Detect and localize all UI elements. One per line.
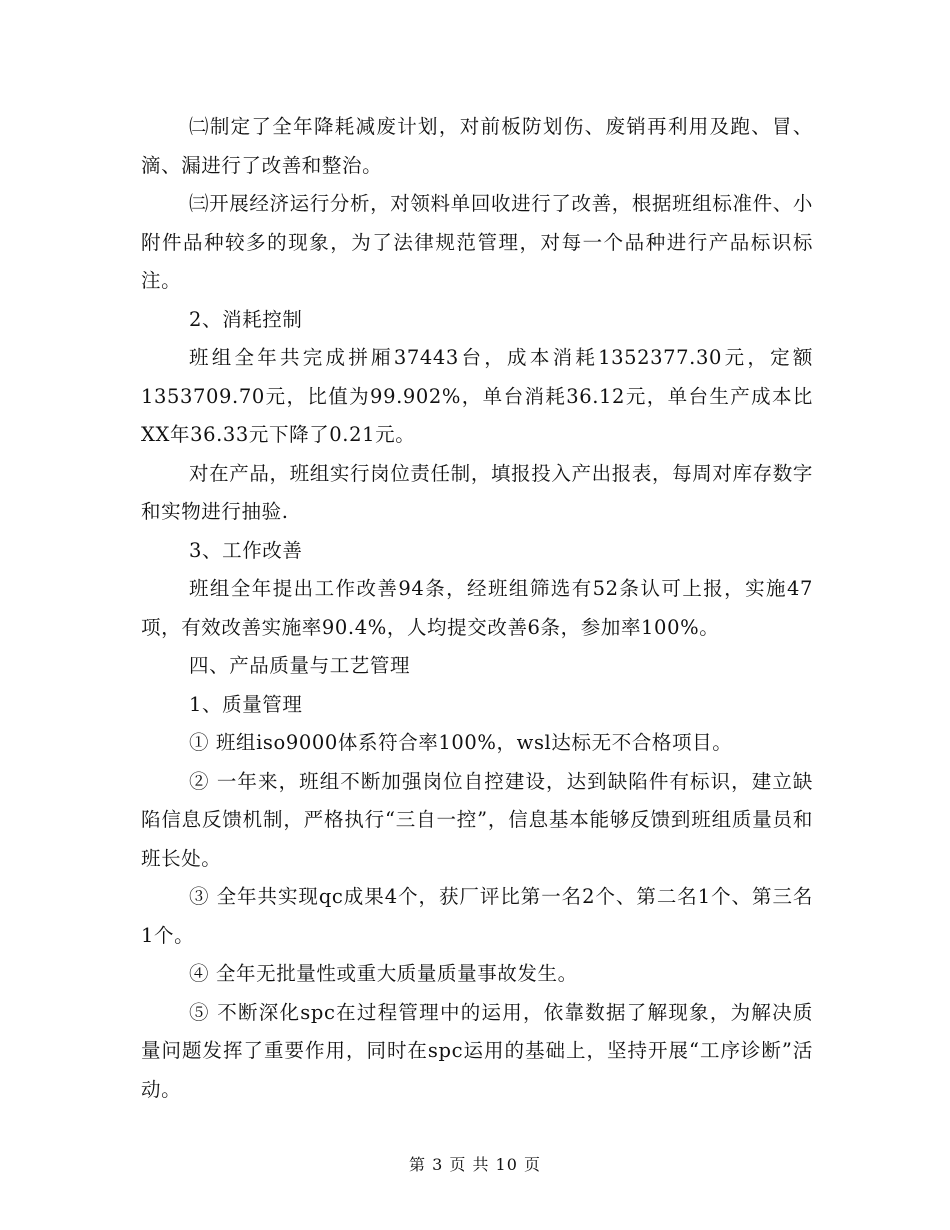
heading-consumption-control: 2、消耗控制	[189, 307, 303, 331]
paragraph-improvement-figures: 班组全年提出工作改善94条，经班组筛选有52条认可上报，实施47项，有效改善实施率90.4%，人均提交改善6条，参加率100%。	[141, 577, 813, 639]
document-body	[141, 108, 813, 1109]
list-item-qc-results: ③ 全年共实现qc成果4个，获厂评比第一名2个、第二名1个、第三名1个。	[141, 885, 813, 947]
paragraph-job-responsibility: 对在产品，班组实行岗位责任制，填报投入产出报表，每周对库存数字和实物进行抽验.	[141, 461, 813, 523]
heading-work-improvement: 3、工作改善	[189, 538, 303, 562]
paragraph-consumption-figures: 班组全年共完成拼厢37443台，成本消耗1352377.30元，定额1353709.70元，比值为99.902%，单台消耗36.12元，单台生产成本比XX年36.33元下降了0.21元。	[141, 346, 813, 446]
list-item-self-control: ② 一年来，班组不断加强岗位自控建设，达到缺陷件有标识，建立缺陷信息反馈机制，严格执行“三自一控”，信息基本能够反馈到班组质量员和班长处。	[141, 769, 813, 870]
page-number-footer: 第 3 页 共 10 页	[409, 1155, 541, 1174]
paragraph-waste-plan: ㈡制定了全年降耗减废计划，对前板防划伤、废销再利用及跑、冒、滴、漏进行了改善和整治。	[141, 115, 813, 177]
heading-quality-process: 四、产品质量与工艺管理	[189, 654, 411, 677]
paragraph-economic-analysis: ㈢开展经济运行分析，对领料单回收进行了改善，根据班组标准件、小附件品种较多的现象，为了法律规范管理，对每一个品种进行产品标识标注。	[141, 192, 813, 292]
list-item-iso9000: ① 班组iso9000体系符合率100%，wsl达标无不合格项目。	[189, 731, 733, 754]
list-item-spc: ⑤ 不断深化spc在过程管理中的运用，依靠数据了解现象，为解决质量问题发挥了重要作用，同时在spc运用的基础上，坚持开展“工序诊断”活动。	[141, 1000, 813, 1101]
list-item-no-accidents: ④ 全年无批量性或重大质量质量事故发生。	[189, 962, 578, 985]
heading-quality-management: 1、质量管理	[189, 692, 303, 716]
